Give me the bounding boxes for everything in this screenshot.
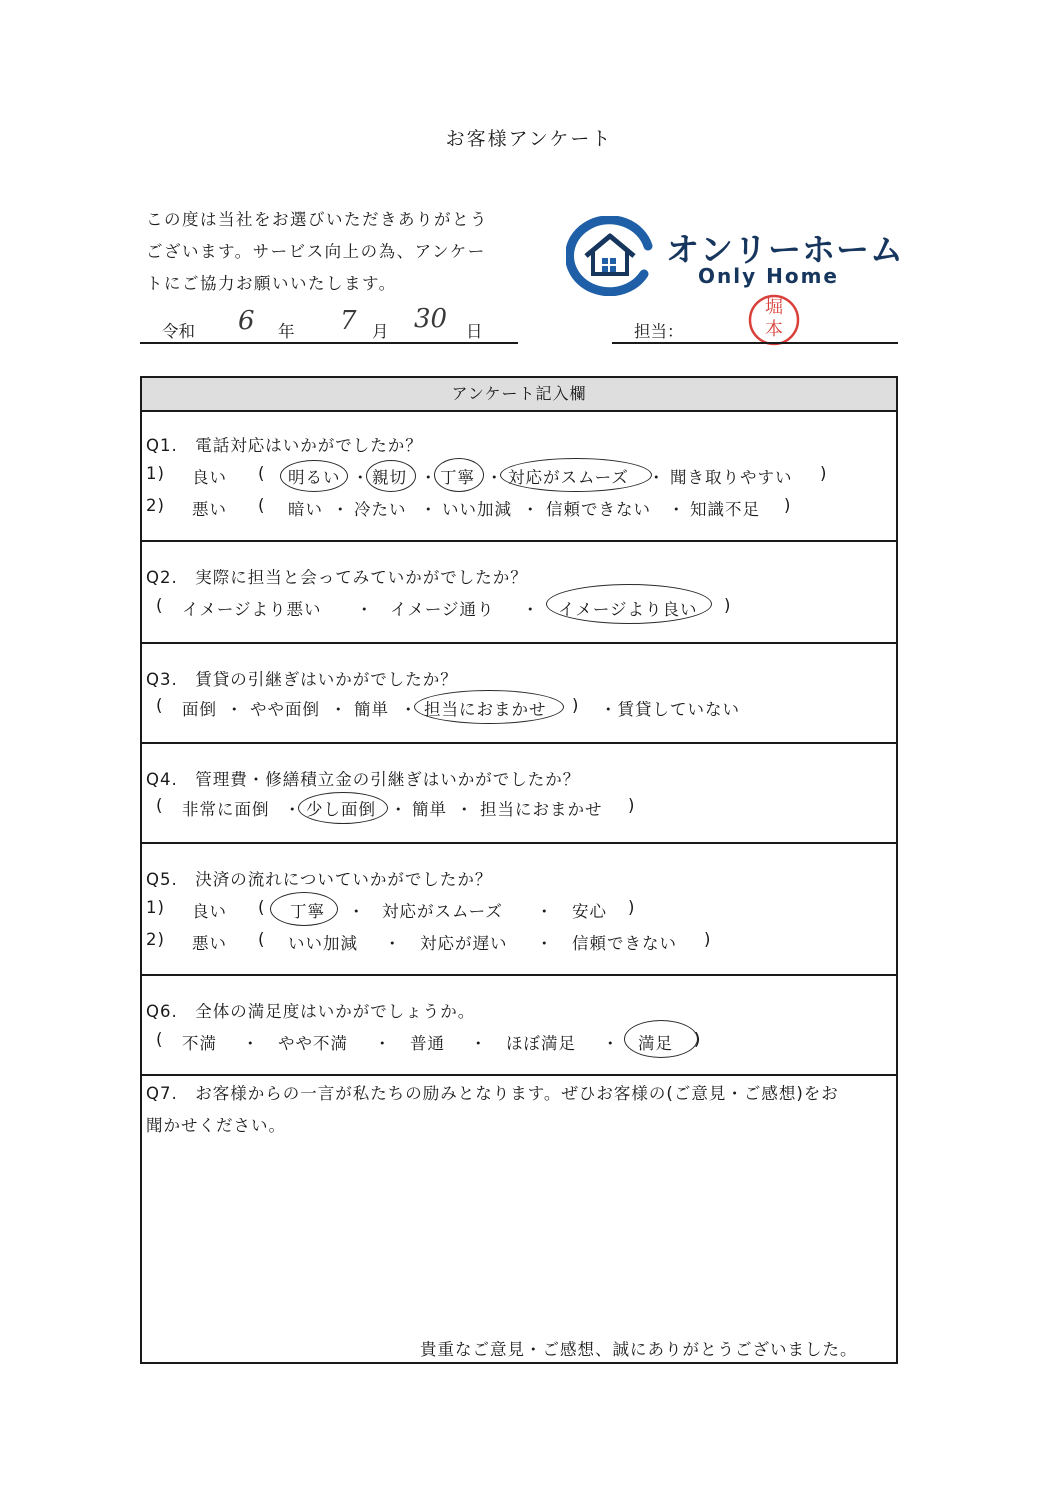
separator-dot: ・ — [284, 800, 302, 819]
q5-bad-label: 悪い — [192, 934, 227, 953]
q4-open: ( — [156, 796, 164, 815]
q2-option: イメージ通り — [390, 600, 495, 619]
q1-bad-close: ) — [784, 496, 792, 515]
circled-mark — [298, 792, 388, 824]
q3-option: 面倒 — [182, 700, 217, 719]
circled-mark — [434, 458, 484, 492]
q1-good-close: ) — [820, 464, 828, 483]
q5-good-close: ) — [628, 898, 636, 917]
q4-option: 担当におまかせ — [480, 800, 603, 819]
tanto-label: 担当： — [634, 322, 684, 341]
separator-dot: ・ — [602, 1034, 620, 1053]
intro-line-3: トにご協力お願いいたします。 — [146, 274, 397, 293]
q6-close: ) — [694, 1030, 702, 1049]
q1-bad-option: 信頼できない — [546, 500, 651, 519]
q5-bad-close: ) — [704, 930, 712, 949]
q3-question: Q3. 賃貸の引継ぎはいかがでしたか？ — [146, 670, 458, 689]
intro-line-2: ございます。サービス向上の為、アンケー — [146, 242, 486, 261]
q1-good-option: 明るい — [288, 468, 341, 487]
logo-name-ja: オンリーホーム — [666, 230, 904, 269]
q1-bad-option: 知識不足 — [690, 500, 760, 519]
q2-option: イメージより悪い — [182, 600, 322, 619]
date-month-value: 7 — [340, 306, 357, 336]
date-day-value: 30 — [414, 304, 448, 334]
q5-bad-option: いい加減 — [288, 934, 358, 953]
separator-dot: ・ — [456, 800, 474, 819]
separator-dot: ・ — [522, 600, 540, 619]
form-header: アンケート記入欄 — [140, 376, 898, 412]
circled-mark — [624, 1020, 698, 1058]
q5-good-option: 丁寧 — [290, 902, 325, 921]
q5-bad-option: 対応が遅い — [420, 934, 508, 953]
section-divider — [140, 742, 898, 744]
q6-question: Q6. 全体の満足度はいかがでしょうか。 — [146, 1002, 476, 1021]
q1-bad-label: 悪い — [192, 500, 227, 519]
q1-good-option: 聞き取りやすい — [670, 468, 793, 487]
q5-good-label: 良い — [192, 902, 227, 921]
date-era: 令和 — [162, 322, 195, 341]
q1-good-label: 良い — [192, 468, 227, 487]
q7-question-line-2: 聞かせください。 — [146, 1116, 286, 1135]
date-year-value: 6 — [238, 306, 255, 336]
q1-good-option: 親切 — [372, 468, 407, 487]
separator-dot: ・ — [330, 700, 348, 719]
circled-mark — [280, 460, 348, 492]
q2-option: イメージより良い — [558, 600, 698, 619]
q1-good-open: ( — [258, 464, 266, 483]
separator-dot: ・ — [522, 500, 540, 519]
q1-bad-option: 暗い — [288, 500, 323, 519]
q4-close: ) — [628, 796, 636, 815]
thanks-message: 貴重なご意見・ご感想、誠にありがとうございました。 — [420, 1340, 858, 1359]
separator-dot: ・ — [348, 902, 366, 921]
separator-dot: ・ — [648, 468, 666, 487]
separator-dot: ・ — [420, 500, 438, 519]
separator-dot: ・ — [384, 934, 402, 953]
separator-dot: ・ — [352, 468, 370, 487]
q3-option: 簡単 — [354, 700, 389, 719]
separator-dot: ・ — [332, 500, 350, 519]
q7-question-line-1: Q7. お客様からの一言が私たちの励みとなります。ぜひお客様の(ご意見・ご感想)をお — [146, 1084, 839, 1103]
q4-option: 簡単 — [412, 800, 447, 819]
separator-dot: ・ — [356, 600, 374, 619]
q5-bad-open: ( — [258, 930, 266, 949]
circled-mark — [270, 892, 338, 926]
circled-mark — [414, 690, 564, 724]
separator-dot: ・ — [226, 700, 244, 719]
q3-option: やや面倒 — [250, 700, 320, 719]
q6-option: 普通 — [410, 1034, 445, 1053]
intro-line-1: この度は当社をお選びいただきありがとう — [146, 210, 488, 229]
q1-bad-open: ( — [258, 496, 266, 515]
circled-mark — [366, 460, 416, 492]
q1-bad-num: 2) — [146, 496, 165, 515]
separator-dot: ・ — [668, 500, 686, 519]
separator-dot: ・ — [536, 902, 554, 921]
separator-dot: ・ — [374, 1034, 392, 1053]
circled-mark — [546, 584, 712, 624]
section-divider — [140, 1074, 898, 1076]
section-divider — [140, 974, 898, 976]
q3-option: 担当におまかせ — [424, 700, 547, 719]
separator-dot: ・ — [470, 1034, 488, 1053]
separator-dot: ・ — [536, 934, 554, 953]
q5-bad-num: 2) — [146, 930, 165, 949]
section-divider — [140, 642, 898, 644]
page-title: お客様アンケート — [445, 128, 613, 150]
separator-dot: ・ — [390, 800, 408, 819]
q1-good-option: 対応がスムーズ — [508, 468, 629, 487]
q5-good-option: 対応がスムーズ — [382, 902, 503, 921]
section-divider — [140, 842, 898, 844]
q5-good-num: 1) — [146, 898, 165, 917]
date-underline — [140, 342, 518, 344]
q2-close: ) — [724, 596, 732, 615]
tanto-underline — [612, 342, 898, 344]
q6-option: 満足 — [638, 1034, 673, 1053]
separator-dot: ・ — [242, 1034, 260, 1053]
q6-option: 不満 — [182, 1034, 217, 1053]
q4-question: Q4. 管理費・修繕積立金の引継ぎはいかがでしたか？ — [146, 770, 581, 789]
date-day-unit: 日 — [466, 322, 483, 341]
q6-open: ( — [156, 1030, 164, 1049]
q3-open: ( — [156, 696, 164, 715]
q1-good-num: 1) — [146, 464, 165, 483]
q3-extra-option: ・賃貸していない — [600, 700, 740, 719]
date-year-unit: 年 — [278, 322, 295, 341]
stamp-text: 堀本 — [765, 297, 783, 340]
hanko-stamp — [748, 294, 800, 346]
q5-question: Q5. 決済の流れについていかがでしたか？ — [146, 870, 493, 889]
circled-mark — [500, 458, 652, 492]
q5-good-open: ( — [258, 898, 266, 917]
q1-question: Q1. 電話対応はいかがでしたか？ — [146, 436, 423, 455]
separator-dot: ・ — [400, 700, 418, 719]
house-logo-icon — [566, 216, 662, 296]
q1-bad-option: いい加減 — [442, 500, 512, 519]
q6-option: やや不満 — [278, 1034, 348, 1053]
logo-name-en: Only Home — [698, 264, 839, 288]
q4-option: 非常に面倒 — [182, 800, 270, 819]
separator-dot: ・ — [486, 468, 504, 487]
q2-open: ( — [156, 596, 164, 615]
q5-good-option: 安心 — [572, 902, 607, 921]
q4-option: 少し面倒 — [306, 800, 376, 819]
q3-close: ) — [572, 696, 580, 715]
q2-question: Q2. 実際に担当と会ってみていかがでしたか？ — [146, 568, 528, 587]
company-logo — [566, 216, 904, 296]
section-divider — [140, 540, 898, 542]
q5-bad-option: 信頼できない — [572, 934, 677, 953]
date-month-unit: 月 — [372, 322, 389, 341]
separator-dot: ・ — [420, 468, 438, 487]
q1-good-option: 丁寧 — [440, 468, 475, 487]
q6-option: ほぼ満足 — [506, 1034, 576, 1053]
q1-bad-option: 冷たい — [354, 500, 407, 519]
